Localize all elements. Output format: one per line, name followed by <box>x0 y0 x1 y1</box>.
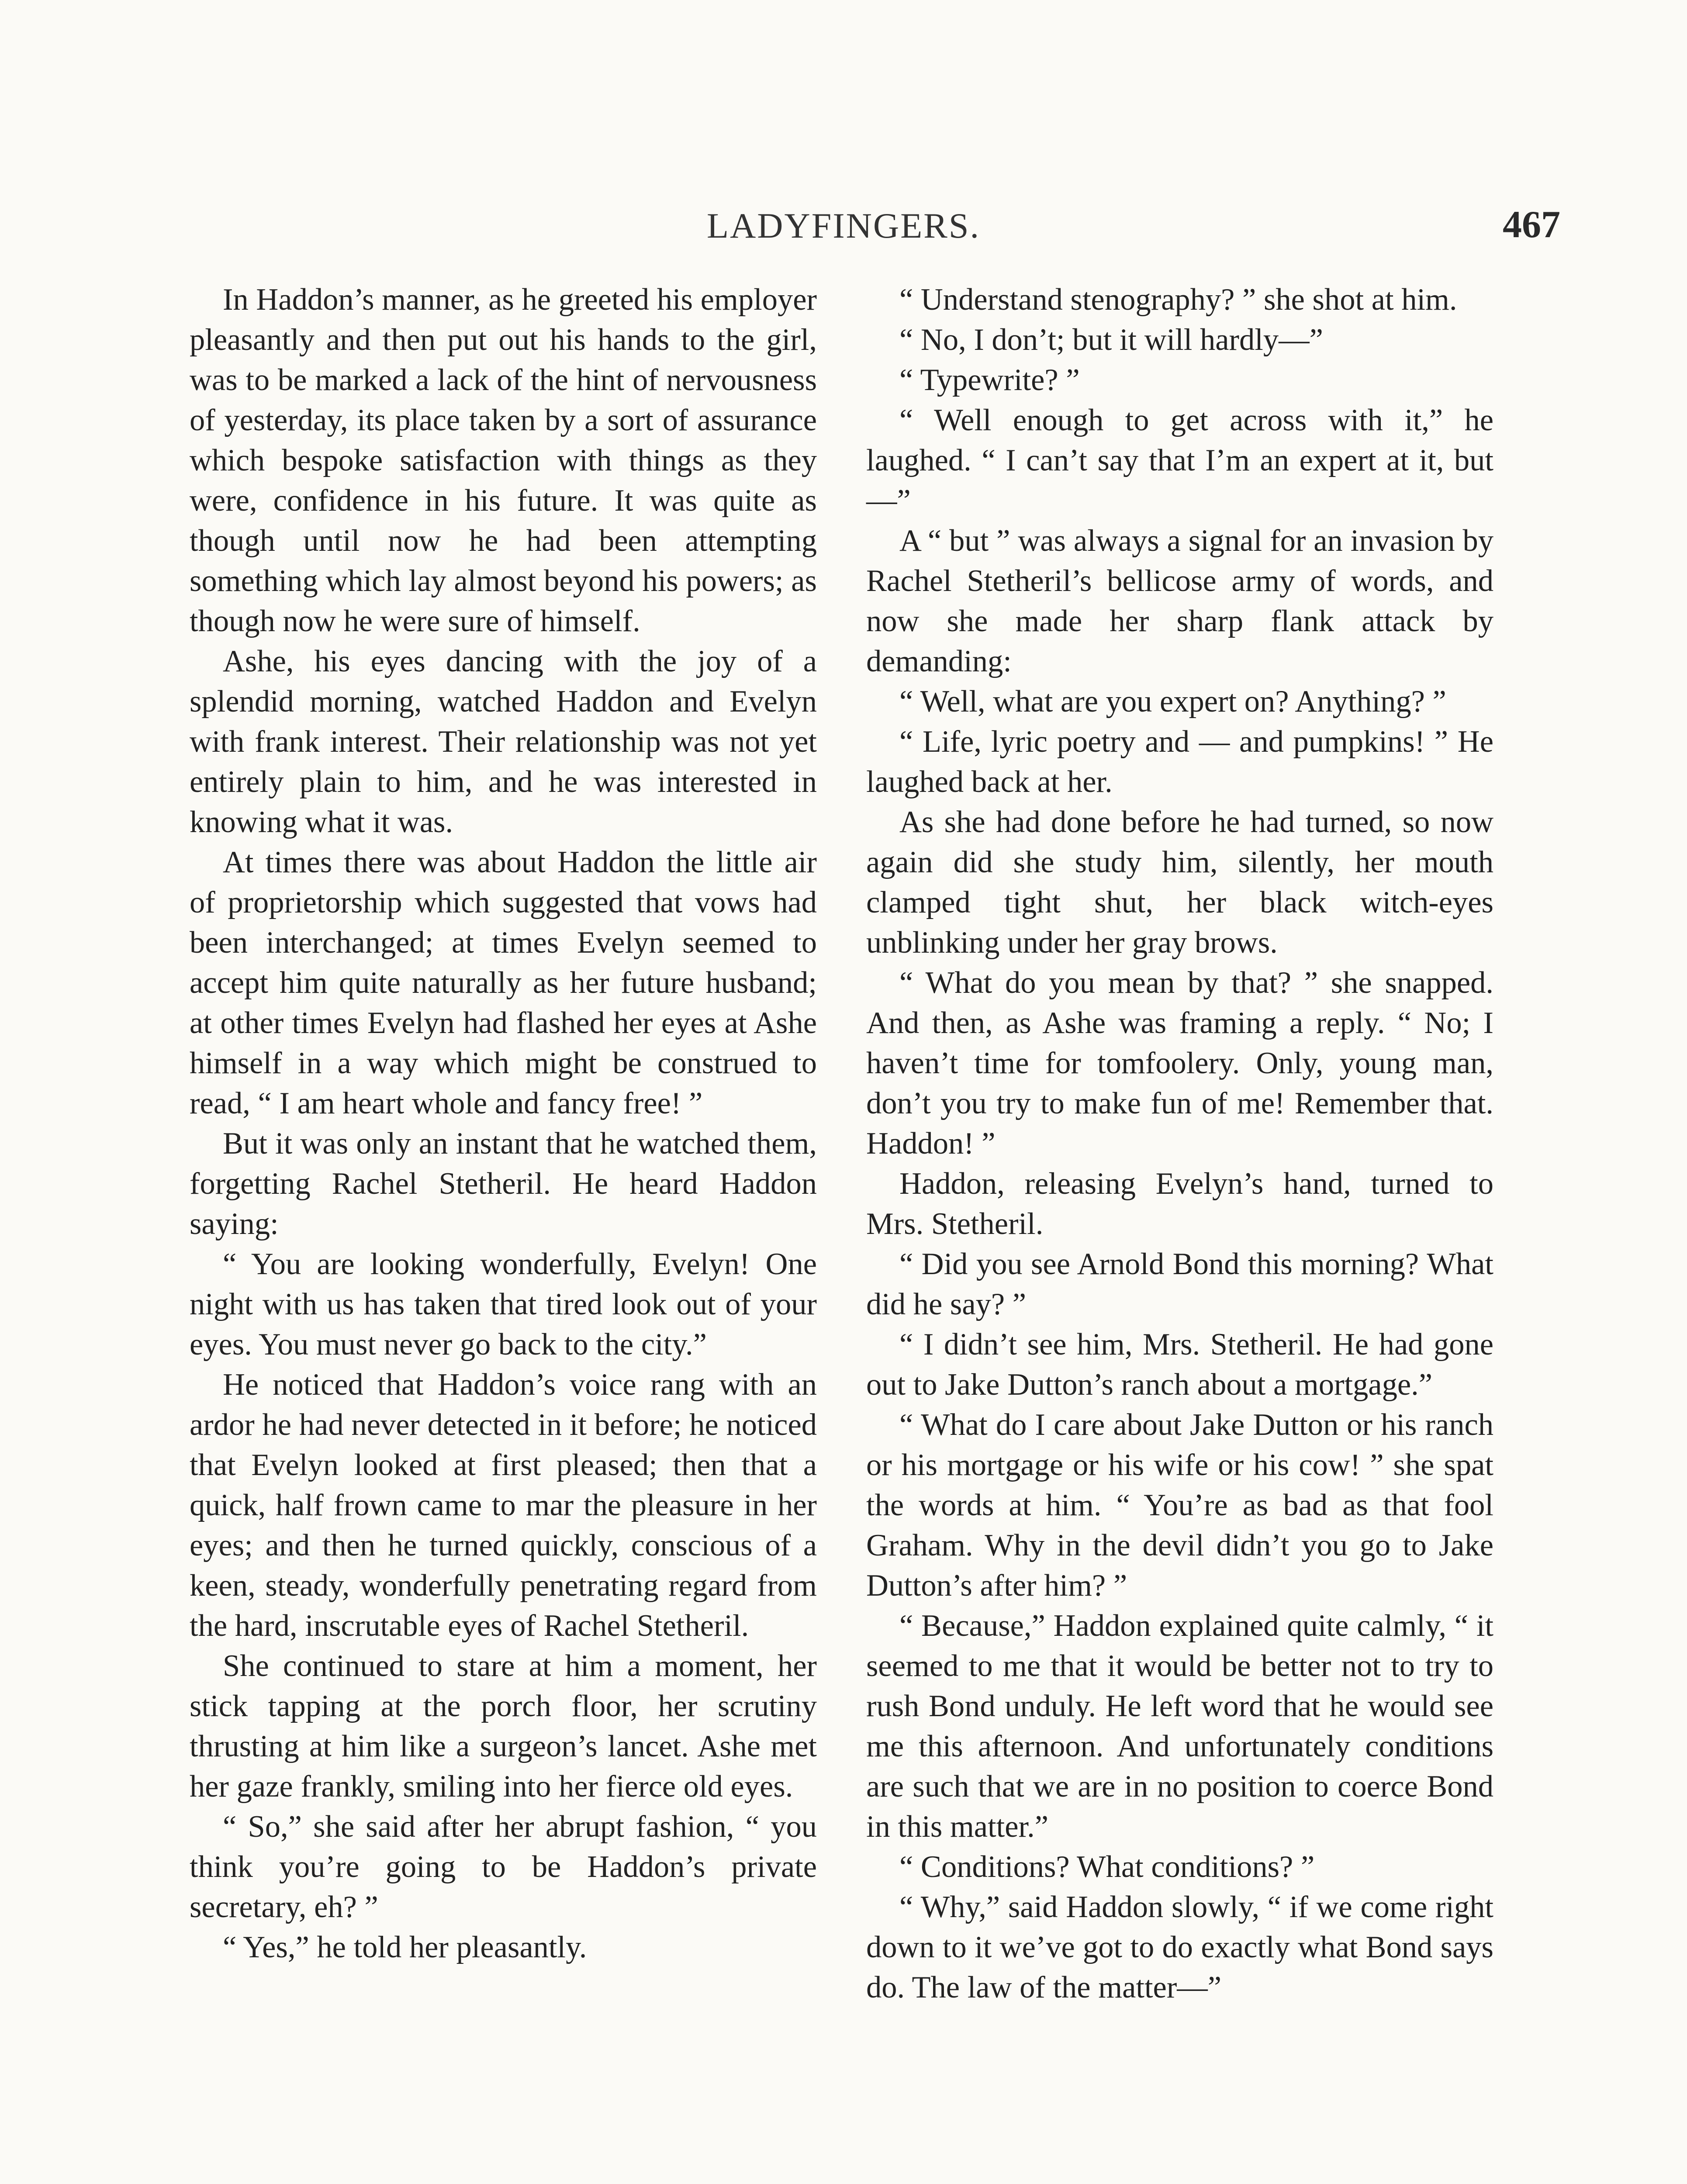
right-column <box>866 280 1493 2184</box>
paragraph: “ Well, what are you expert on? Anything? ” <box>899 684 1446 719</box>
paragraph: “ Typewrite? ” <box>899 363 1080 397</box>
paragraph: Ashe, his eyes dancing with the joy of a splendid morning, watched Haddon and Evelyn with frank interest. Their relationship was not yet entirely plain to him, and he was interested in knowing what it was. <box>190 644 817 839</box>
page-number: 467 <box>1503 204 1560 246</box>
paragraph: “ Because,” Haddon explained quite calmly, “ it seemed to me that it would be better not to try to rush Bond unduly. He left word that he would see me this afternoon. And unfortunately conditions are such that we are in no position to coerce Bond in this matter.” <box>866 1609 1493 1844</box>
paragraph: A “ but ” was always a signal for an invasion by Rachel Stetheril’s bellicose army of words, and now she made her sharp flank attack by demanding: <box>866 524 1493 678</box>
paragraph: “ What do I care about Jake Dutton or his ranch or his mortgage or his wife or his cow! ” she spat the words at him. “ You’re as bad as that fool Graham. Why in the devil didn’t you go to Jake Dutton’s after him? ” <box>866 1408 1493 1603</box>
paragraph: “ So,” she said after her abrupt fashion, “ you think you’re going to be Haddon’s private secretary, eh? ” <box>190 1810 817 1924</box>
paragraph: “ Did you see Arnold Bond this morning? What did he say? ” <box>866 1247 1493 1321</box>
paragraph: She continued to stare at him a moment, her stick tapping at the porch floor, her scrutiny thrusting at him like a surgeon’s lancet. Ashe met her gaze frankly, smiling into her fierce old eyes. <box>190 1649 817 1804</box>
paragraph: “ Conditions? What conditions? ” <box>899 1850 1315 1884</box>
page-header <box>0 205 1687 258</box>
paragraph: “ No, I don’t; but it will hardly—” <box>899 323 1323 357</box>
paragraph: At times there was about Haddon the little air of proprietorship which suggested that vows had been interchanged; at times Evelyn seemed to accept him quite naturally as her future husband; at other times Evelyn had flashed her eyes at Ashe himself in a way which might be construed to read, “ I am heart whole and fancy free! ” <box>190 845 817 1120</box>
paragraph: “ Understand stenography? ” she shot at him. <box>899 283 1457 317</box>
paragraph: “ I didn’t see him, Mrs. Stetheril. He had gone out to Jake Dutton’s ranch about a mortgage.” <box>866 1327 1493 1402</box>
paragraph: Haddon, releasing Evelyn’s hand, turned to Mrs. Stetheril. <box>866 1167 1493 1241</box>
paragraph: “ You are looking wonderfully, Evelyn! One night with us has taken that tired look out of your eyes. You must never go back to the city.” <box>190 1247 817 1362</box>
paragraph: He noticed that Haddon’s voice rang with an ardor he had never detected in it before; he noticed that Evelyn looked at first pleased; then that a quick, half frown came to mar the pleasure in her eyes; and then he turned quickly, conscious of a keen, steady, wonderfully penetrating regard from the hard, inscrutable eyes of Rachel Stetheril. <box>190 1368 817 1643</box>
paragraph: As she had done before he had turned, so now again did she study him, silently, her mouth clamped tight shut, her black witch-eyes unblinking under her gray brows. <box>866 805 1493 960</box>
paragraph: “ Life, lyric poetry and — and pumpkins! ” He laughed back at her. <box>866 725 1493 799</box>
paragraph: “ What do you mean by that? ” she snapped. And then, as Ashe was framing a reply. “ No; I haven’t time for tomfoolery. Only, young man, don’t you try to make fun of me! Remember that. Haddon! ” <box>866 966 1493 1161</box>
paragraph: “ Why,” said Haddon slowly, “ if we come right down to it we’ve got to do exactly what Bond says do. The law of the matter—” <box>866 1890 1493 2004</box>
paragraph: In Haddon’s manner, as he greeted his employer pleasantly and then put out his hands to the girl, was to be marked a lack of the hint of nervousness of yesterday, its place taken by a sort of assurance which bespoke satisfaction with things as they were, confidence in his future. It was quite as though until now he had been attempting something which lay almost beyond his powers; as though now he were sure of himself. <box>190 283 817 638</box>
paragraph: “ Yes,” he told her pleasantly. <box>223 1930 587 1964</box>
paragraph: “ Well enough to get across with it,” he laughed. “ I can’t say that I’m an expert at it, but—” <box>866 403 1493 518</box>
paragraph: But it was only an instant that he watched them, forgetting Rachel Stetheril. He heard Haddon saying: <box>190 1127 817 1241</box>
left-column <box>190 280 817 2184</box>
running-title: LADYFINGERS. <box>707 206 980 245</box>
